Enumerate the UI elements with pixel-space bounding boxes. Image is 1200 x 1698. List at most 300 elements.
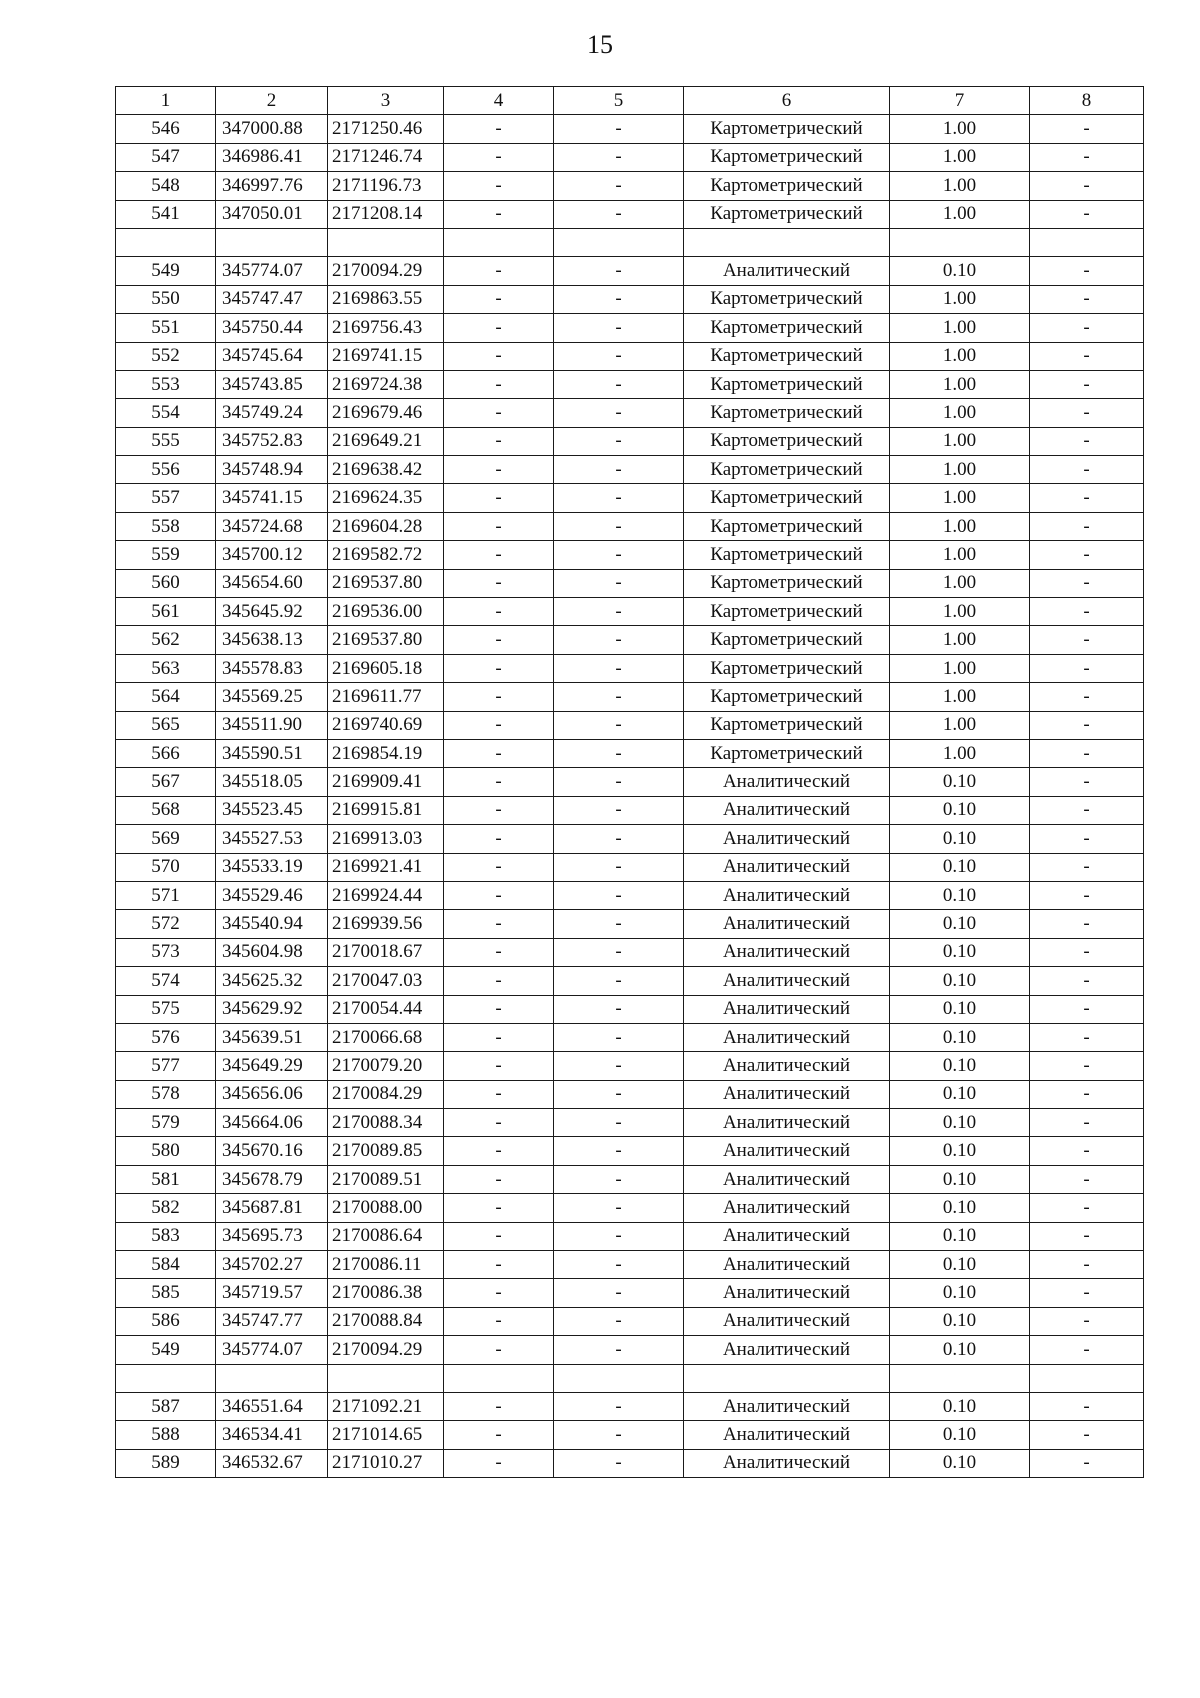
- table-cell-col-8: -: [1030, 285, 1144, 313]
- table-cell-col-1: 586: [116, 1307, 216, 1335]
- table-cell-col-2: 345750.44: [216, 314, 328, 342]
- table-cell-col-2: 345695.73: [216, 1222, 328, 1250]
- table-cell-col-3: 2170018.67: [328, 938, 444, 966]
- table-cell-col-3: 2169756.43: [328, 314, 444, 342]
- table-cell-col-2: 345654.60: [216, 569, 328, 597]
- table-row: [116, 938, 1144, 966]
- table-cell-col-5: -: [554, 1279, 684, 1307]
- table-cell-col-8: -: [1030, 967, 1144, 995]
- table-cell-col-8: -: [1030, 1279, 1144, 1307]
- table-cell-col-7: 1.00: [890, 172, 1030, 200]
- table-cell-col-6: Картометрический: [684, 285, 890, 313]
- table-cell-col-6: Картометрический: [684, 399, 890, 427]
- table-cell-col-8: -: [1030, 825, 1144, 853]
- table-cell-col-7: 1.00: [890, 200, 1030, 228]
- table-cell-col-6: Картометрический: [684, 541, 890, 569]
- table-cell-col-4: [444, 228, 554, 256]
- column-header-5: 5: [554, 87, 684, 115]
- table-cell-col-2: 345529.46: [216, 881, 328, 909]
- table-cell-col-5: -: [554, 399, 684, 427]
- table-cell-col-6: Картометрический: [684, 427, 890, 455]
- table-cell-col-3: 2171014.65: [328, 1421, 444, 1449]
- table-cell-col-7: 0.10: [890, 938, 1030, 966]
- table-cell-col-5: -: [554, 1023, 684, 1051]
- table-cell-col-5: -: [554, 796, 684, 824]
- table-cell-col-1: 583: [116, 1222, 216, 1250]
- table-row: [116, 1392, 1144, 1420]
- table-cell-col-4: -: [444, 1023, 554, 1051]
- column-header-1: 1: [116, 87, 216, 115]
- table-cell-col-1: 551: [116, 314, 216, 342]
- table-cell-col-5: -: [554, 853, 684, 881]
- table-cell-col-3: 2171092.21: [328, 1392, 444, 1420]
- table-cell-col-2: 345533.19: [216, 853, 328, 881]
- table-cell-col-1: 582: [116, 1194, 216, 1222]
- table-cell-col-2: 345540.94: [216, 910, 328, 938]
- table-cell-col-2: 345604.98: [216, 938, 328, 966]
- table-cell-col-3: 2170088.00: [328, 1194, 444, 1222]
- table-cell-col-8: [1030, 228, 1144, 256]
- table-cell-col-5: -: [554, 512, 684, 540]
- table-cell-col-2: 345719.57: [216, 1279, 328, 1307]
- table-cell-col-1: 561: [116, 598, 216, 626]
- table-cell-col-6: Аналитический: [684, 1023, 890, 1051]
- table-cell-col-8: -: [1030, 1080, 1144, 1108]
- table-cell-col-4: -: [444, 1279, 554, 1307]
- table-cell-col-3: 2169724.38: [328, 370, 444, 398]
- table-cell-col-7: 1.00: [890, 541, 1030, 569]
- table-cell-col-5: -: [554, 456, 684, 484]
- table-cell-col-2: 346532.67: [216, 1449, 328, 1477]
- table-cell-col-4: -: [444, 342, 554, 370]
- table-cell-col-6: Картометрический: [684, 598, 890, 626]
- table-cell-col-3: 2169536.00: [328, 598, 444, 626]
- table-cell-col-6: Аналитический: [684, 1336, 890, 1364]
- table-cell-col-1: 588: [116, 1421, 216, 1449]
- table-cell-col-1: 550: [116, 285, 216, 313]
- table-cell-col-4: -: [444, 796, 554, 824]
- table-cell-col-4: -: [444, 626, 554, 654]
- table-cell-col-1: 565: [116, 711, 216, 739]
- table-cell-col-7: 1.00: [890, 711, 1030, 739]
- table-cell-col-8: -: [1030, 711, 1144, 739]
- table-header: [116, 87, 1144, 115]
- table-cell-col-8: -: [1030, 739, 1144, 767]
- table-cell-col-7: 0.10: [890, 853, 1030, 881]
- table-cell-col-2: 345664.06: [216, 1109, 328, 1137]
- table-cell-col-8: -: [1030, 683, 1144, 711]
- table-cell-col-2: 345639.51: [216, 1023, 328, 1051]
- table-cell-col-4: -: [444, 541, 554, 569]
- table-cell-col-8: -: [1030, 115, 1144, 143]
- table-cell-col-1: 574: [116, 967, 216, 995]
- table-cell-col-5: -: [554, 1251, 684, 1279]
- table-cell-col-3: 2169537.80: [328, 569, 444, 597]
- table-cell-col-4: -: [444, 484, 554, 512]
- table-cell-col-8: -: [1030, 512, 1144, 540]
- table-cell-col-3: 2169604.28: [328, 512, 444, 540]
- table-cell-col-3: 2170079.20: [328, 1052, 444, 1080]
- table-cell-col-4: -: [444, 825, 554, 853]
- table-cell-col-3: [328, 228, 444, 256]
- table-cell-col-6: Аналитический: [684, 1080, 890, 1108]
- table-cell-col-2: [216, 1364, 328, 1392]
- table-cell-col-4: -: [444, 172, 554, 200]
- table-row: [116, 1307, 1144, 1335]
- table-cell-col-5: -: [554, 995, 684, 1023]
- table-cell-col-7: 0.10: [890, 967, 1030, 995]
- table-cell-col-8: -: [1030, 484, 1144, 512]
- table-cell-col-3: 2170088.84: [328, 1307, 444, 1335]
- table-cell-col-2: 345743.85: [216, 370, 328, 398]
- table-cell-col-4: -: [444, 427, 554, 455]
- table-row: [116, 683, 1144, 711]
- table-cell-col-5: -: [554, 768, 684, 796]
- table-row: [116, 399, 1144, 427]
- header-row: [116, 87, 1144, 115]
- table-cell-col-2: 345700.12: [216, 541, 328, 569]
- page-number: 15: [587, 30, 613, 59]
- table-cell-col-3: 2171010.27: [328, 1449, 444, 1477]
- table-cell-col-5: -: [554, 484, 684, 512]
- table-row: [116, 1421, 1144, 1449]
- table-cell-col-8: -: [1030, 995, 1144, 1023]
- table-cell-col-6: Аналитический: [684, 1165, 890, 1193]
- table-cell-col-7: 1.00: [890, 399, 1030, 427]
- table-row: [116, 314, 1144, 342]
- table-cell-col-3: 2169854.19: [328, 739, 444, 767]
- table-cell-col-1: 549: [116, 257, 216, 285]
- table-cell-col-4: -: [444, 399, 554, 427]
- table-cell-col-5: [554, 228, 684, 256]
- table-cell-col-2: 345523.45: [216, 796, 328, 824]
- table-cell-col-8: [1030, 1364, 1144, 1392]
- table-cell-col-7: 1.00: [890, 143, 1030, 171]
- table-cell-col-8: -: [1030, 1251, 1144, 1279]
- table-cell-col-7: 1.00: [890, 654, 1030, 682]
- table-cell-col-3: 2169582.72: [328, 541, 444, 569]
- table-cell-col-1: 553: [116, 370, 216, 398]
- table-cell-col-7: 0.10: [890, 1307, 1030, 1335]
- table-cell-col-4: -: [444, 1137, 554, 1165]
- table-cell-col-7: 0.10: [890, 1109, 1030, 1137]
- table-cell-col-6: [684, 228, 890, 256]
- table-cell-col-6: Аналитический: [684, 257, 890, 285]
- table-cell-col-4: -: [444, 910, 554, 938]
- table-cell-col-8: -: [1030, 1194, 1144, 1222]
- table-cell-col-7: 0.10: [890, 1080, 1030, 1108]
- table-cell-col-3: 2170086.11: [328, 1251, 444, 1279]
- table-cell-col-2: 345774.07: [216, 1336, 328, 1364]
- table-cell-col-1: 554: [116, 399, 216, 427]
- table-cell-col-7: 0.10: [890, 1392, 1030, 1420]
- table-cell-col-2: 345656.06: [216, 1080, 328, 1108]
- table-cell-col-2: 345569.25: [216, 683, 328, 711]
- table-cell-col-8: -: [1030, 598, 1144, 626]
- table-cell-col-7: 0.10: [890, 1052, 1030, 1080]
- table-cell-col-1: 557: [116, 484, 216, 512]
- table-cell-col-1: 552: [116, 342, 216, 370]
- table-cell-col-5: -: [554, 1109, 684, 1137]
- table-row: [116, 541, 1144, 569]
- table-cell-col-7: 0.10: [890, 257, 1030, 285]
- table-row: [116, 654, 1144, 682]
- table-cell-col-8: -: [1030, 1336, 1144, 1364]
- table-cell-col-3: 2169913.03: [328, 825, 444, 853]
- table-cell-col-5: -: [554, 257, 684, 285]
- table-cell-col-1: 571: [116, 881, 216, 909]
- table-cell-col-5: -: [554, 825, 684, 853]
- table-cell-col-6: Картометрический: [684, 569, 890, 597]
- table-cell-col-2: [216, 228, 328, 256]
- table-cell-col-3: 2169649.21: [328, 427, 444, 455]
- table-cell-col-7: [890, 1364, 1030, 1392]
- table-row: [116, 285, 1144, 313]
- table-cell-col-5: -: [554, 1137, 684, 1165]
- table-body: [116, 115, 1144, 1478]
- table-cell-col-4: -: [444, 598, 554, 626]
- table-row: [116, 995, 1144, 1023]
- table-cell-col-6: Картометрический: [684, 342, 890, 370]
- table-cell-col-6: Картометрический: [684, 172, 890, 200]
- table-cell-col-4: -: [444, 285, 554, 313]
- table-row: [116, 172, 1144, 200]
- table-cell-col-1: 577: [116, 1052, 216, 1080]
- table-cell-col-4: -: [444, 1052, 554, 1080]
- table-cell-col-5: -: [554, 626, 684, 654]
- table-cell-col-8: -: [1030, 257, 1144, 285]
- table-cell-col-7: 0.10: [890, 1421, 1030, 1449]
- table-cell-col-3: 2169939.56: [328, 910, 444, 938]
- table-cell-col-5: -: [554, 200, 684, 228]
- table-cell-col-5: -: [554, 370, 684, 398]
- table-cell-col-6: Аналитический: [684, 853, 890, 881]
- table-cell-col-8: -: [1030, 1165, 1144, 1193]
- table-cell-col-8: -: [1030, 1222, 1144, 1250]
- table-cell-col-8: -: [1030, 1307, 1144, 1335]
- table-cell-col-6: Картометрический: [684, 314, 890, 342]
- table-cell-col-1: 546: [116, 115, 216, 143]
- table-cell-col-5: -: [554, 569, 684, 597]
- table-cell-col-3: 2170047.03: [328, 967, 444, 995]
- table-row: [116, 1137, 1144, 1165]
- table-cell-col-2: 345629.92: [216, 995, 328, 1023]
- table-cell-col-7: 1.00: [890, 370, 1030, 398]
- table-cell-col-3: 2170084.29: [328, 1080, 444, 1108]
- table-cell-col-4: -: [444, 853, 554, 881]
- table-cell-col-1: 549: [116, 1336, 216, 1364]
- table-cell-col-1: 560: [116, 569, 216, 597]
- table-row: [116, 257, 1144, 285]
- table-cell-col-5: -: [554, 1052, 684, 1080]
- table-cell-col-5: -: [554, 910, 684, 938]
- table-cell-col-6: Аналитический: [684, 1421, 890, 1449]
- table-cell-col-7: 0.10: [890, 1336, 1030, 1364]
- table-cell-col-5: -: [554, 739, 684, 767]
- table-cell-col-6: Аналитический: [684, 796, 890, 824]
- table-cell-col-6: Аналитический: [684, 1052, 890, 1080]
- table-cell-col-3: 2169605.18: [328, 654, 444, 682]
- table-cell-col-3: 2171196.73: [328, 172, 444, 200]
- table-row: [116, 200, 1144, 228]
- table-cell-col-5: -: [554, 1222, 684, 1250]
- table-cell-col-1: 569: [116, 825, 216, 853]
- table-cell-col-6: Картометрический: [684, 512, 890, 540]
- table-cell-col-8: -: [1030, 541, 1144, 569]
- table-cell-col-2: 345649.29: [216, 1052, 328, 1080]
- table-cell-col-1: 573: [116, 938, 216, 966]
- table-cell-col-2: 345724.68: [216, 512, 328, 540]
- table-cell-col-1: 563: [116, 654, 216, 682]
- table-row: [116, 427, 1144, 455]
- table-cell-col-8: -: [1030, 881, 1144, 909]
- table-cell-col-3: 2169638.42: [328, 456, 444, 484]
- table-row: [116, 796, 1144, 824]
- table-cell-col-7: 0.10: [890, 1222, 1030, 1250]
- table-cell-col-4: -: [444, 370, 554, 398]
- table-cell-col-8: -: [1030, 626, 1144, 654]
- table-cell-col-7: 0.10: [890, 910, 1030, 938]
- table-cell-col-7: 1.00: [890, 739, 1030, 767]
- coordinates-table: [115, 86, 1144, 1478]
- table-row: [116, 825, 1144, 853]
- table-cell-col-3: 2169624.35: [328, 484, 444, 512]
- table-cell-col-1: 587: [116, 1392, 216, 1420]
- table-cell-col-8: -: [1030, 314, 1144, 342]
- table-cell-col-2: 345702.27: [216, 1251, 328, 1279]
- table-cell-col-3: 2169740.69: [328, 711, 444, 739]
- table-cell-col-3: 2169909.41: [328, 768, 444, 796]
- table-cell-col-5: -: [554, 881, 684, 909]
- table-row: [116, 768, 1144, 796]
- table-cell-col-2: 346997.76: [216, 172, 328, 200]
- table-row: [116, 711, 1144, 739]
- table-cell-col-1: 547: [116, 143, 216, 171]
- table-row: [116, 143, 1144, 171]
- table-cell-col-7: 1.00: [890, 285, 1030, 313]
- table-cell-col-7: 0.10: [890, 1194, 1030, 1222]
- table-cell-col-8: -: [1030, 796, 1144, 824]
- table-cell-col-4: -: [444, 1251, 554, 1279]
- table-cell-col-4: -: [444, 967, 554, 995]
- table-row: [116, 626, 1144, 654]
- table-cell-col-2: 345748.94: [216, 456, 328, 484]
- table-cell-col-7: 1.00: [890, 342, 1030, 370]
- table-row: [116, 1279, 1144, 1307]
- table-cell-col-1: [116, 228, 216, 256]
- table-cell-col-8: -: [1030, 1137, 1144, 1165]
- table-row: [116, 456, 1144, 484]
- table-row: [116, 853, 1144, 881]
- column-header-7: 7: [890, 87, 1030, 115]
- table-cell-col-5: -: [554, 172, 684, 200]
- table-row: [116, 967, 1144, 995]
- column-header-4: 4: [444, 87, 554, 115]
- column-header-2: 2: [216, 87, 328, 115]
- table-cell-col-4: -: [444, 1194, 554, 1222]
- table-cell-col-1: 585: [116, 1279, 216, 1307]
- table-cell-col-8: -: [1030, 427, 1144, 455]
- table-cell-col-7: 1.00: [890, 683, 1030, 711]
- table-cell-col-3: 2170089.85: [328, 1137, 444, 1165]
- table-cell-col-5: -: [554, 938, 684, 966]
- table-cell-col-7: 1.00: [890, 456, 1030, 484]
- table-cell-col-6: Аналитический: [684, 910, 890, 938]
- table-row: [116, 1449, 1144, 1477]
- table-cell-col-3: 2169537.80: [328, 626, 444, 654]
- table-cell-col-3: 2169915.81: [328, 796, 444, 824]
- table-row: [116, 1222, 1144, 1250]
- table-cell-col-6: Аналитический: [684, 1307, 890, 1335]
- table-row: [116, 1109, 1144, 1137]
- table-cell-col-5: -: [554, 654, 684, 682]
- table-cell-col-3: 2170089.51: [328, 1165, 444, 1193]
- table-cell-col-6: [684, 1364, 890, 1392]
- table-cell-col-7: 1.00: [890, 598, 1030, 626]
- table-cell-col-8: -: [1030, 399, 1144, 427]
- table-cell-col-5: -: [554, 285, 684, 313]
- table-cell-col-3: 2169924.44: [328, 881, 444, 909]
- table-row: [116, 1165, 1144, 1193]
- table-cell-col-6: Аналитический: [684, 1392, 890, 1420]
- table-cell-col-3: 2169679.46: [328, 399, 444, 427]
- table-row: [116, 1023, 1144, 1051]
- table-cell-col-4: -: [444, 569, 554, 597]
- table-cell-col-5: -: [554, 1336, 684, 1364]
- table-cell-col-1: 567: [116, 768, 216, 796]
- table-cell-col-2: 345752.83: [216, 427, 328, 455]
- table-cell-col-2: 345741.15: [216, 484, 328, 512]
- table-cell-col-2: 345518.05: [216, 768, 328, 796]
- table-cell-col-7: 1.00: [890, 115, 1030, 143]
- table-cell-col-4: -: [444, 257, 554, 285]
- table-cell-col-4: [444, 1364, 554, 1392]
- table-cell-col-4: -: [444, 314, 554, 342]
- table-cell-col-7: 1.00: [890, 314, 1030, 342]
- table-cell-col-4: -: [444, 1109, 554, 1137]
- table-cell-col-1: 566: [116, 739, 216, 767]
- separator-row: [116, 1364, 1144, 1392]
- table-cell-col-8: -: [1030, 910, 1144, 938]
- table-cell-col-5: -: [554, 1307, 684, 1335]
- table-row: [116, 881, 1144, 909]
- table-cell-col-1: 589: [116, 1449, 216, 1477]
- table-cell-col-1: 572: [116, 910, 216, 938]
- table-cell-col-2: 345678.79: [216, 1165, 328, 1193]
- table-cell-col-5: -: [554, 1165, 684, 1193]
- table-cell-col-7: 1.00: [890, 569, 1030, 597]
- table-cell-col-8: -: [1030, 370, 1144, 398]
- table-cell-col-4: -: [444, 881, 554, 909]
- table-cell-col-8: -: [1030, 768, 1144, 796]
- table-cell-col-5: -: [554, 342, 684, 370]
- table-cell-col-1: 559: [116, 541, 216, 569]
- table-cell-col-6: Картометрический: [684, 739, 890, 767]
- table-cell-col-4: -: [444, 1421, 554, 1449]
- table-cell-col-6: Картометрический: [684, 200, 890, 228]
- column-header-3: 3: [328, 87, 444, 115]
- table-cell-col-8: -: [1030, 1052, 1144, 1080]
- table-cell-col-4: -: [444, 739, 554, 767]
- table-cell-col-2: 346986.41: [216, 143, 328, 171]
- table-cell-col-5: -: [554, 541, 684, 569]
- table-cell-col-5: -: [554, 1392, 684, 1420]
- table-cell-col-2: 345645.92: [216, 598, 328, 626]
- table-cell-col-1: 576: [116, 1023, 216, 1051]
- table-cell-col-7: 0.10: [890, 1165, 1030, 1193]
- table-cell-col-6: Аналитический: [684, 938, 890, 966]
- table-cell-col-2: 345774.07: [216, 257, 328, 285]
